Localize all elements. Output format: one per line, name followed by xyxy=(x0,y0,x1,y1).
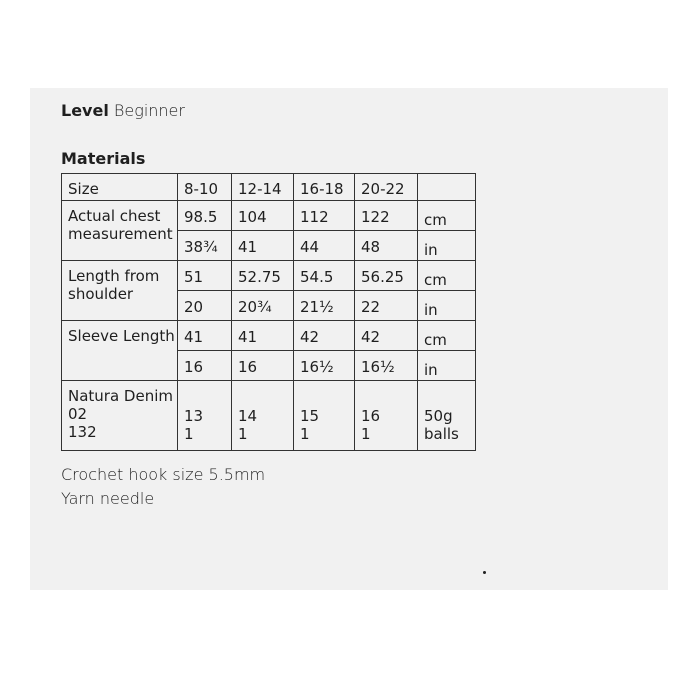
table-row-sleeve-cm xyxy=(62,321,476,351)
sleeve-label: Sleeve Length xyxy=(62,321,178,381)
unit-cell: in xyxy=(418,351,476,381)
table-cell: 41 xyxy=(178,321,232,351)
size-label: Size xyxy=(62,174,178,201)
yarn-count-132: 1 xyxy=(361,425,371,443)
yarn-count-132: 1 xyxy=(238,425,248,443)
yarn-count-02: 15 xyxy=(300,407,320,425)
size-value: 12-14 xyxy=(232,174,294,201)
level-value: Beginner xyxy=(113,101,185,120)
table-cell: 16½ xyxy=(294,351,355,381)
table-cell: 42 xyxy=(294,321,355,351)
unit-cell: in xyxy=(418,291,476,321)
yarn-unit-line1: 50g xyxy=(424,407,453,425)
table-row-length-cm xyxy=(62,261,476,291)
yarn-count-132: 1 xyxy=(184,425,194,443)
yarn-unit-line2: balls xyxy=(424,425,459,443)
table-cell: 42 xyxy=(355,321,418,351)
size-value: 16-18 xyxy=(294,174,355,201)
table-cell xyxy=(355,381,418,451)
table-cell: 48 xyxy=(355,231,418,261)
crochet-hook-line: Crochet hook size 5.5mm xyxy=(61,465,266,484)
table-row-chest-cm xyxy=(62,201,476,231)
table-cell: 16 xyxy=(178,351,232,381)
level-line xyxy=(61,101,185,120)
size-value: 20-22 xyxy=(355,174,418,201)
unit-cell: cm xyxy=(418,261,476,291)
level-label: Level xyxy=(61,101,109,120)
yarn-count-02: 14 xyxy=(238,407,258,425)
yarn-count-02: 13 xyxy=(184,407,204,425)
table-cell xyxy=(178,381,232,451)
table-cell: 16½ xyxy=(355,351,418,381)
unit-cell xyxy=(418,381,476,451)
table-cell: 21½ xyxy=(294,291,355,321)
unit-cell: cm xyxy=(418,201,476,231)
table-cell xyxy=(232,381,294,451)
length-label-line1: Length from xyxy=(68,267,160,285)
yarn-count-02: 16 xyxy=(361,407,381,425)
table-row-yarn xyxy=(62,381,476,451)
yarn-needle-line: Yarn needle xyxy=(61,489,155,508)
chest-label-line1: Actual chest xyxy=(68,207,161,225)
table-cell: 41 xyxy=(232,231,294,261)
yarn-label xyxy=(62,381,178,451)
yarn-label-line3: 132 xyxy=(68,423,97,441)
table-cell: 20¾ xyxy=(232,291,294,321)
materials-heading: Materials xyxy=(61,149,146,168)
table-cell: 104 xyxy=(232,201,294,231)
table-cell: 56.25 xyxy=(355,261,418,291)
table-cell: 38¾ xyxy=(178,231,232,261)
table-cell: 98.5 xyxy=(178,201,232,231)
table-row-size xyxy=(62,174,476,201)
length-label xyxy=(62,261,178,321)
table-cell: 51 xyxy=(178,261,232,291)
scan-speck xyxy=(483,571,486,574)
table-cell: 22 xyxy=(355,291,418,321)
table-cell xyxy=(294,381,355,451)
length-label-line2: shoulder xyxy=(68,285,134,303)
chest-label xyxy=(62,201,178,261)
table-cell: 52.75 xyxy=(232,261,294,291)
size-value: 8-10 xyxy=(178,174,232,201)
table-cell: 112 xyxy=(294,201,355,231)
yarn-label-line2: 02 xyxy=(68,405,88,423)
table-cell: 122 xyxy=(355,201,418,231)
table-cell: 41 xyxy=(232,321,294,351)
table-cell: 54.5 xyxy=(294,261,355,291)
table-cell: 16 xyxy=(232,351,294,381)
chest-label-line2: measurement xyxy=(68,225,173,243)
table-cell: 20 xyxy=(178,291,232,321)
yarn-count-132: 1 xyxy=(300,425,310,443)
table-cell: 44 xyxy=(294,231,355,261)
unit-cell: in xyxy=(418,231,476,261)
yarn-label-line1: Natura Denim xyxy=(68,387,173,405)
size-unit-empty xyxy=(418,174,476,201)
unit-cell: cm xyxy=(418,321,476,351)
materials-table xyxy=(61,173,476,451)
